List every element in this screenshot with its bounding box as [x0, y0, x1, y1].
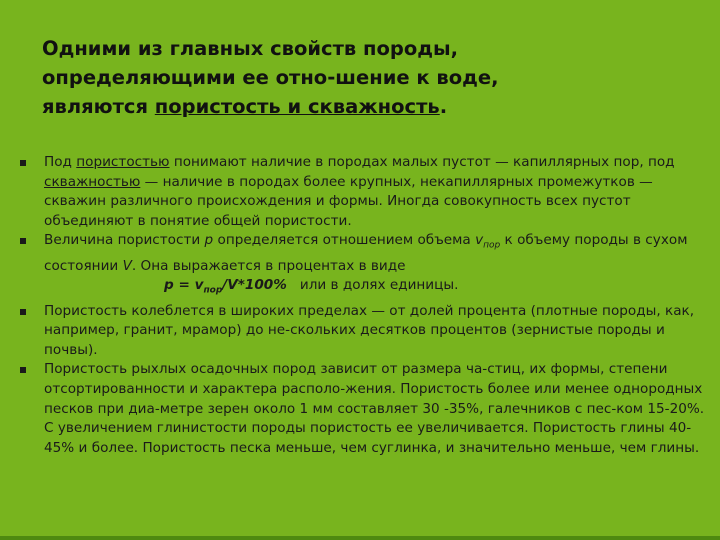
porosity-formula [44, 276, 714, 301]
b2-symbol-p: p [204, 232, 214, 249]
bullet-item-porosity-definition [20, 153, 714, 231]
b2-text-2: определяется отношением объема [213, 232, 476, 249]
title-line-3-suffix: . [439, 95, 448, 118]
b2-symbol-v: v [475, 232, 484, 249]
bullet-item-porosity-range [20, 302, 714, 361]
bottom-accent-bar [0, 536, 720, 540]
slide-title [42, 34, 682, 121]
title-line-1: Одними из главных свойств породы, [42, 37, 459, 60]
square-bullet-icon [20, 309, 26, 315]
bullet-item-porosity-value [20, 231, 714, 301]
title-line-2: определяющими ее отно-шение к воде, [42, 66, 499, 89]
b4-text: Пористость рыхлых осадочных пород зависит от размера ча-стиц, их формы, степени отсортированности и характера располо-жения. Пористость более или менее однородных песков при диа-метре зерен около 1 мм составляет 30 -35%, галечников с пес-ком 15-20%. С увеличением глинистости породы пористость ее увеличивается. Пористость глины 40-45% и более. Пористость песка меньше, чем суглинка, и значительно меньше, чем глины. [44, 361, 705, 456]
b3-text: Пористость колеблется в широких пределах — от долей процента (плотные породы, как, например, гранит, мрамор) до не-скольких десятков процентов (зернистые породы и почвы). [44, 302, 695, 358]
bullet-list [20, 153, 714, 458]
b1-text-1: Под [44, 154, 77, 170]
b2-text-1: Величина пористости [44, 232, 205, 249]
title-line-3 [42, 92, 682, 121]
b2-symbol-V: V [122, 257, 132, 274]
title-line-3-prefix: являются [42, 95, 155, 118]
b1-text-3: — наличие в породах более крупных, некапиллярных промежутков — скважин различного происхождения и формы. Иногда совокупность всех пустот объединяют в понятие общей пористости. [44, 173, 653, 229]
formula-sub: пор [203, 286, 223, 296]
title-underlined-terms: пористость и скважность [154, 95, 440, 118]
b1-text-2: понимают наличие в породах малых пустот — капиллярных пор, под [169, 154, 675, 170]
b2-text-4: . Она выражается в процентах в виде [131, 257, 406, 274]
b1-term-porosity: пористостью [76, 154, 170, 170]
b1-term-skvazhnost: скважностью [44, 173, 141, 190]
formula-tail: или в долях единицы. [286, 277, 459, 294]
formula-left: p = v [164, 277, 204, 294]
formula-right: /V*100% [222, 277, 287, 294]
square-bullet-icon [20, 238, 26, 244]
bullet-item-loose-rocks [20, 360, 714, 458]
square-bullet-icon [20, 367, 26, 373]
b2-text-3: к объему породы в сухом состоянии [44, 232, 688, 274]
b2-symbol-v-sub: пор [483, 241, 501, 252]
square-bullet-icon [20, 160, 26, 166]
